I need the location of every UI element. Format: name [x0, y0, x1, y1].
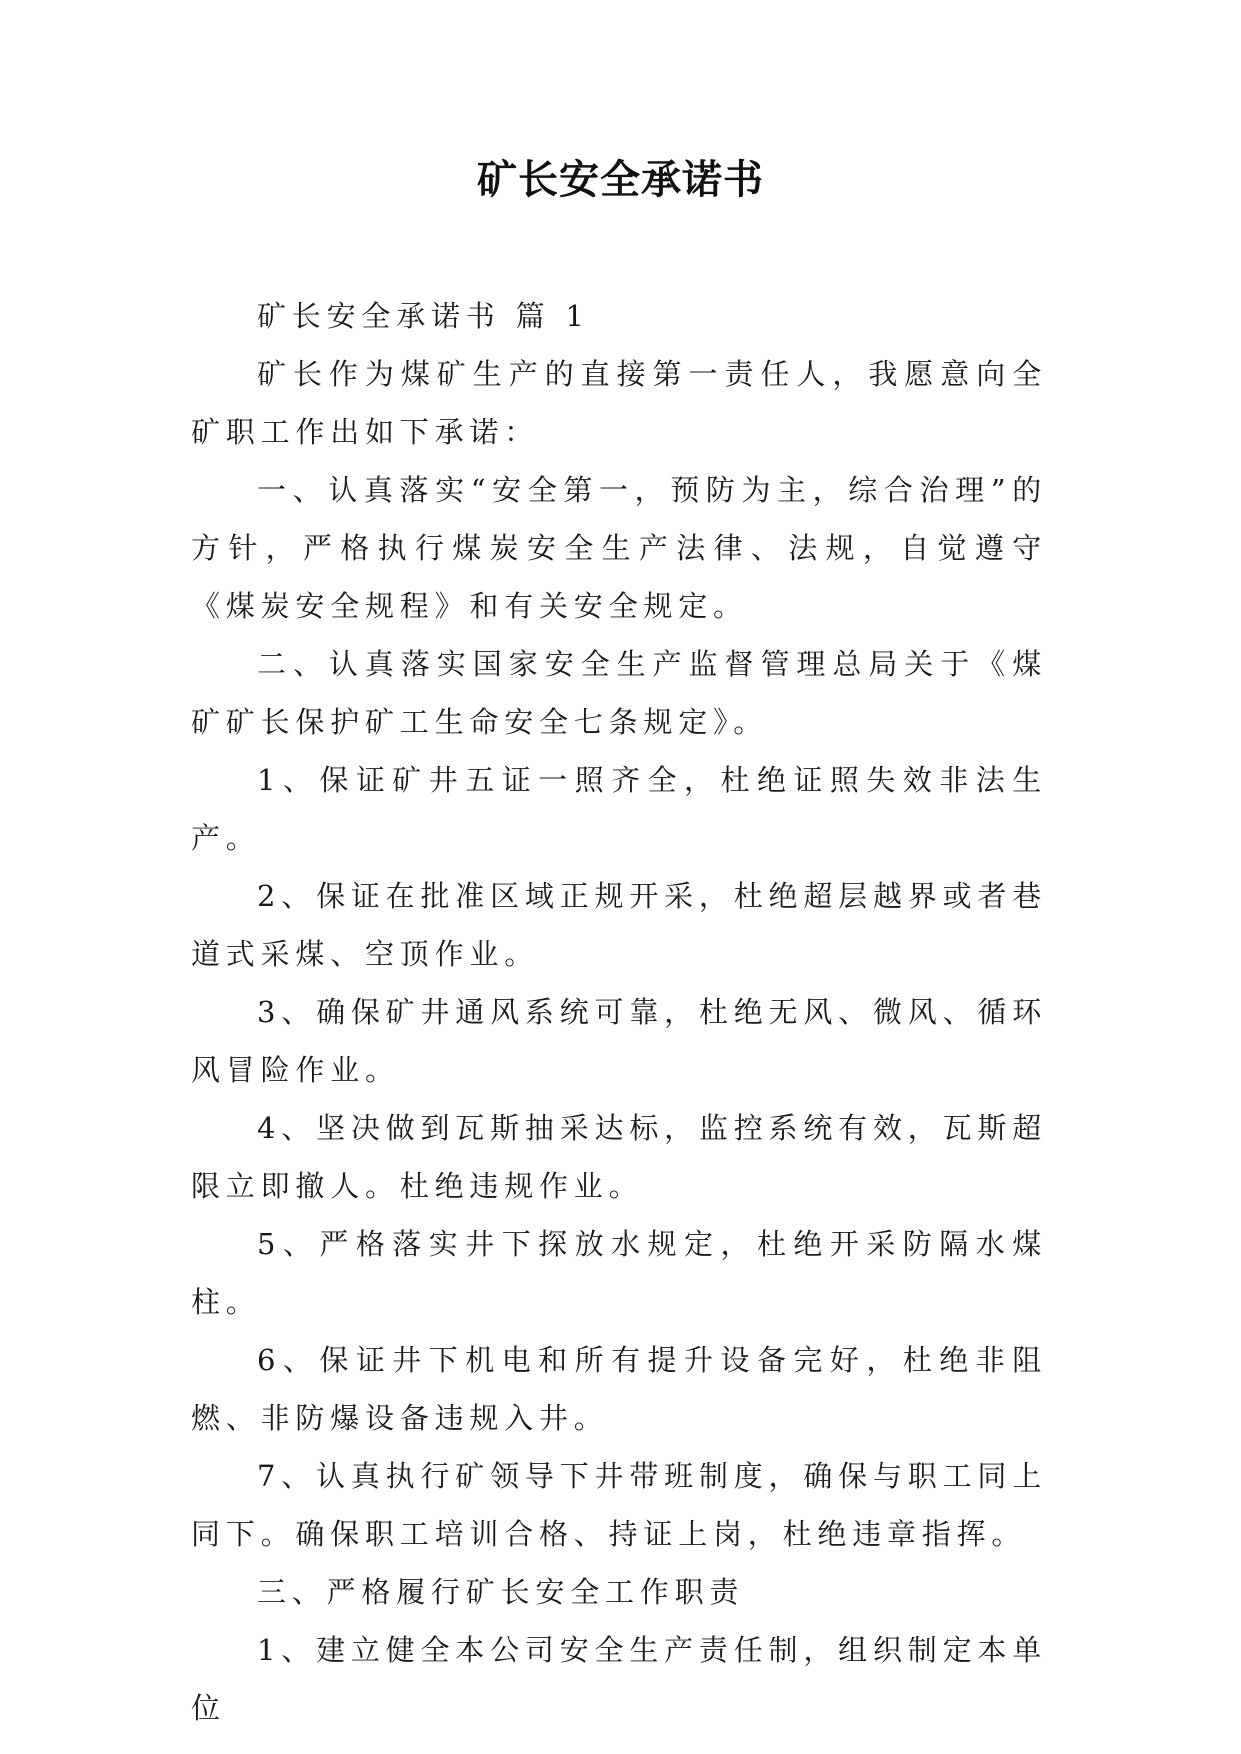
paragraph-section-3: 三、严格履行矿长安全工作职责 [257, 1575, 745, 1609]
paragraph-rule-4: 4、坚决做到瓦斯抽采达标，监控系统有效，瓦斯超限立即撤人。杜绝违规作业。 [191, 1111, 1047, 1203]
paragraph-rule-7: 7、认真执行矿领导下井带班制度，确保与职工同上同下。确保职工培训合格、持证上岗，杜绝违章指挥。 [191, 1459, 1047, 1551]
paragraph-intro: 矿长作为煤矿生产的直接第一责任人，我愿意向全矿职工作出如下承诺： [191, 357, 1047, 449]
paragraph-rule-3: 3、确保矿井通风系统可靠，杜绝无风、微风、循环风冒险作业。 [191, 995, 1047, 1087]
paragraph-duty-1: 1、建立健全本公司安全生产责任制，组织制定本单位 [191, 1633, 1047, 1725]
document-title: 矿长安全承诺书 [477, 156, 764, 203]
paragraph-section-1: 一、认真落实“安全第一，预防为主，综合治理”的方针，严格执行煤炭安全生产法律、法规，自觉遵守《煤炭安全规程》和有关安全规定。 [191, 473, 1047, 623]
paragraph-rule-1: 1、保证矿井五证一照齐全，杜绝证照失效非法生产。 [191, 763, 1047, 855]
paragraph-heading-part-1: 矿长安全承诺书 篇 1 [257, 299, 590, 333]
document-body [191, 287, 1047, 1737]
paragraph-rule-6: 6、保证井下机电和所有提升设备完好，杜绝非阻燃、非防爆设备违规入井。 [191, 1343, 1047, 1435]
paragraph-rule-5: 5、严格落实井下探放水规定，杜绝开采防隔水煤柱。 [191, 1227, 1047, 1319]
paragraph-section-2: 二、认真落实国家安全生产监督管理总局关于《煤矿矿长保护矿工生命安全七条规定》。 [191, 647, 1047, 739]
paragraph-rule-2: 2、保证在批准区域正规开采，杜绝超层越界或者巷道式采煤、空顶作业。 [191, 879, 1047, 971]
